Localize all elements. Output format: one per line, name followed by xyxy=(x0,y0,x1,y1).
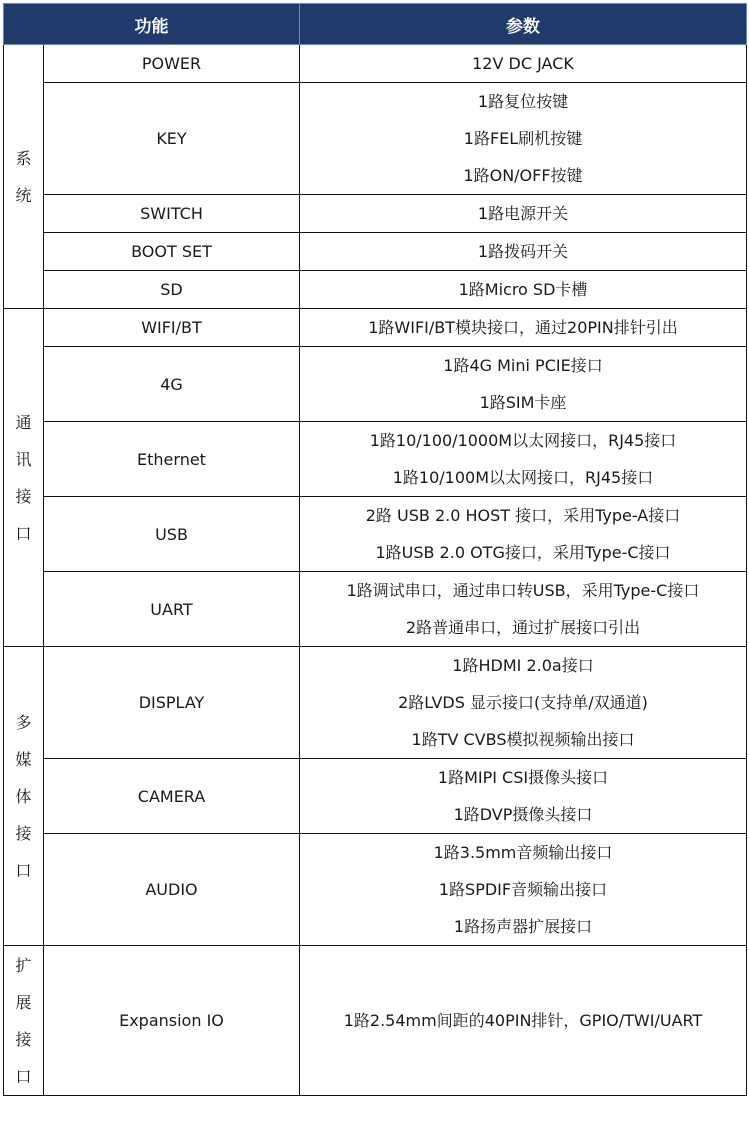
table-row xyxy=(4,233,747,271)
param-line: 2路普通串口，通过扩展接口引出 xyxy=(405,618,641,637)
table-row xyxy=(4,347,747,422)
params-cell xyxy=(300,834,747,946)
function-cell: UART xyxy=(44,572,300,647)
function-cell: USB xyxy=(44,497,300,572)
param-line: 1路3.5mm音频输出接口 xyxy=(433,843,613,862)
params-cell xyxy=(300,422,747,497)
param-line: 1路USB 2.0 OTG接口，采用Type-C接口 xyxy=(375,543,671,562)
category-char: 通 xyxy=(15,412,32,432)
category-char: 扩 xyxy=(15,955,32,975)
params-cell xyxy=(300,271,747,309)
function-cell: DISPLAY xyxy=(44,647,300,759)
param-line: 1路拨码开关 xyxy=(477,242,569,261)
params-cell xyxy=(300,45,747,83)
function-cell: 4G xyxy=(44,347,300,422)
param-line: 2路LVDS 显示接口(支持单/双通道) xyxy=(398,693,648,712)
table-row xyxy=(4,83,747,195)
category-char: 展 xyxy=(15,992,32,1012)
param-line: 1路电源开关 xyxy=(477,204,569,223)
params-cell xyxy=(300,497,747,572)
category-char: 口 xyxy=(15,523,32,543)
param-line: 1路4G Mini PCIE接口 xyxy=(443,356,603,375)
header-row xyxy=(4,4,747,45)
params-cell xyxy=(300,759,747,834)
param-line: 2路 USB 2.0 HOST 接口，采用Type-A接口 xyxy=(365,506,681,525)
params-cell xyxy=(300,572,747,647)
category-cell xyxy=(4,647,44,946)
table-row xyxy=(4,45,747,83)
param-line: 1路SIM卡座 xyxy=(479,393,567,412)
param-line: 1路SPDIF音频输出接口 xyxy=(438,880,608,899)
param-line: 1路10/100/1000M以太网接口，RJ45接口 xyxy=(369,431,677,450)
function-cell: Expansion IO xyxy=(44,946,300,1096)
category-cell xyxy=(4,45,44,309)
spec-table xyxy=(3,3,747,1096)
table-row xyxy=(4,572,747,647)
category-char: 统 xyxy=(15,185,32,205)
header-function: 功能 xyxy=(4,4,300,45)
table-row xyxy=(4,834,747,946)
category-cell xyxy=(4,309,44,647)
category-cell xyxy=(4,946,44,1096)
function-cell: BOOT SET xyxy=(44,233,300,271)
category-char: 媒 xyxy=(15,749,32,769)
table-row xyxy=(4,422,747,497)
category-char: 讯 xyxy=(15,449,32,469)
category-char: 接 xyxy=(15,823,32,843)
param-line: 1路DVP摄像头接口 xyxy=(453,805,593,824)
param-line: 1路调试串口，通过串口转USB，采用Type-C接口 xyxy=(346,581,700,600)
params-cell xyxy=(300,946,747,1096)
param-line: 1路FEL刷机按键 xyxy=(463,129,583,148)
function-cell: SD xyxy=(44,271,300,309)
function-cell: CAMERA xyxy=(44,759,300,834)
header-params: 参数 xyxy=(300,4,747,45)
category-char: 口 xyxy=(15,860,32,880)
param-line: 1路10/100M以太网接口，RJ45接口 xyxy=(392,468,654,487)
table-row xyxy=(4,759,747,834)
params-cell xyxy=(300,195,747,233)
category-char: 接 xyxy=(15,1029,32,1049)
param-line: 1路2.54mm间距的40PIN排针，GPIO/TWI/UART xyxy=(343,1011,703,1030)
param-line: 1路ON/OFF按键 xyxy=(463,166,583,185)
table-row xyxy=(4,195,747,233)
function-cell: KEY xyxy=(44,83,300,195)
function-cell: SWITCH xyxy=(44,195,300,233)
category-char: 口 xyxy=(15,1066,32,1086)
params-cell xyxy=(300,83,747,195)
table-row xyxy=(4,946,747,1096)
table-row xyxy=(4,647,747,759)
param-line: 1路HDMI 2.0a接口 xyxy=(452,656,594,675)
category-char: 多 xyxy=(15,712,32,732)
param-line: 12V DC JACK xyxy=(472,54,574,73)
function-cell: POWER xyxy=(44,45,300,83)
param-line: 1路扬声器扩展接口 xyxy=(453,917,593,936)
table-row xyxy=(4,271,747,309)
params-cell xyxy=(300,309,747,347)
params-cell xyxy=(300,233,747,271)
param-line: 1路复位按键 xyxy=(477,92,569,111)
params-cell xyxy=(300,347,747,422)
category-char: 接 xyxy=(15,486,32,506)
table-row xyxy=(4,309,747,347)
function-cell: Ethernet xyxy=(44,422,300,497)
table-row xyxy=(4,497,747,572)
param-line: 1路Micro SD卡槽 xyxy=(458,280,588,299)
function-cell: AUDIO xyxy=(44,834,300,946)
function-cell: WIFI/BT xyxy=(44,309,300,347)
category-char: 体 xyxy=(15,786,32,806)
category-char: 系 xyxy=(15,148,32,168)
param-line: 1路WIFI/BT模块接口，通过20PIN排针引出 xyxy=(368,318,678,337)
param-line: 1路MIPI CSI摄像头接口 xyxy=(437,768,609,787)
params-cell xyxy=(300,647,747,759)
param-line: 1路TV CVBS模拟视频输出接口 xyxy=(411,730,635,749)
